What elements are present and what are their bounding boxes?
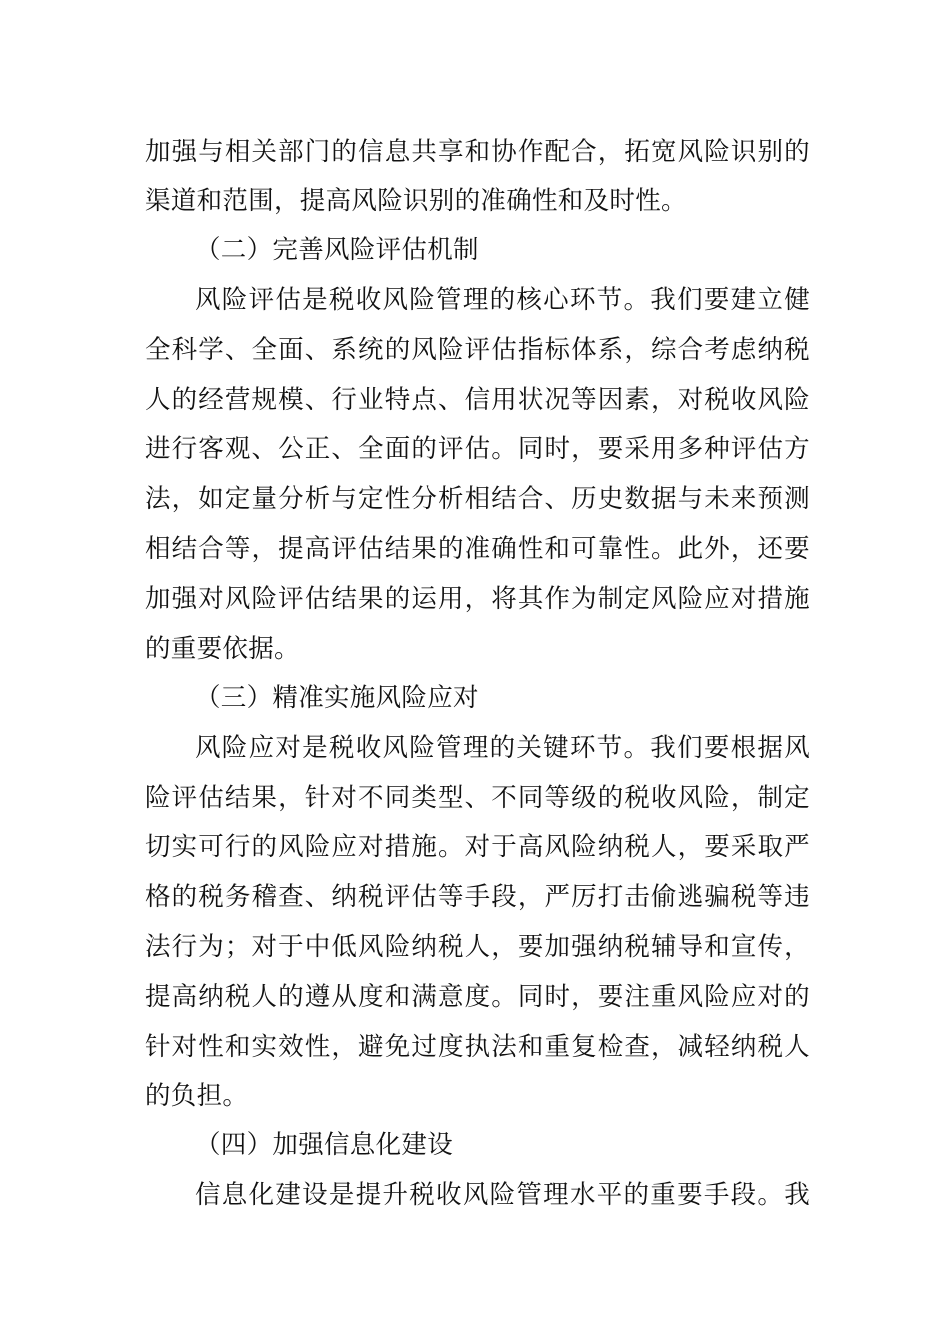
paragraph-line: 的负担。 [145, 1081, 249, 1111]
paragraph-line: 进行客观、公正、全面的评估。同时，要采用多种评估方 [145, 434, 810, 464]
paragraph-line: 法行为；对于中低风险纳税人，要加强纳税辅导和宣传， [145, 932, 810, 962]
paragraph-line: 提高纳税人的遵从度和满意度。同时，要注重风险应对的 [145, 982, 810, 1012]
section-heading: （二）完善风险评估机制 [195, 235, 479, 265]
paragraph-line: 法，如定量分析与定性分析相结合、历史数据与未来预测 [145, 484, 810, 514]
paragraph-line: 加强对风险评估结果的运用，将其作为制定风险应对措施 [145, 584, 810, 614]
paragraph-line: 格的税务稽查、纳税评估等手段，严厉打击偷逃骗税等违 [145, 882, 810, 912]
paragraph-line: 风险应对是税收风险管理的关键环节。我们要根据风 [195, 733, 810, 763]
section-heading: （三）精准实施风险应对 [195, 683, 479, 713]
paragraph-line: 全科学、全面、系统的风险评估指标体系，综合考虑纳税 [145, 335, 810, 365]
paragraph-line: 险评估结果，针对不同类型、不同等级的税收风险，制定 [145, 783, 810, 813]
paragraph-line: 风险评估是税收风险管理的核心环节。我们要建立健 [195, 285, 810, 315]
paragraph-line: 相结合等，提高评估结果的准确性和可靠性。此外，还要 [145, 534, 810, 564]
paragraph-line: 针对性和实效性，避免过度执法和重复检查，减轻纳税人 [145, 1032, 810, 1062]
paragraph-line: 信息化建设是提升税收风险管理水平的重要手段。我 [195, 1180, 810, 1210]
paragraph-line: 渠道和范围，提高风险识别的准确性和及时性。 [145, 186, 687, 216]
paragraph-line: 加强与相关部门的信息共享和协作配合，拓宽风险识别的 [145, 137, 810, 167]
paragraph-line: 的重要依据。 [145, 634, 300, 664]
paragraph-line: 人的经营规模、行业特点、信用状况等因素，对税收风险 [145, 385, 810, 415]
section-heading: （四）加强信息化建设 [195, 1130, 454, 1160]
paragraph-line: 切实可行的风险应对措施。对于高风险纳税人，要采取严 [145, 832, 810, 862]
